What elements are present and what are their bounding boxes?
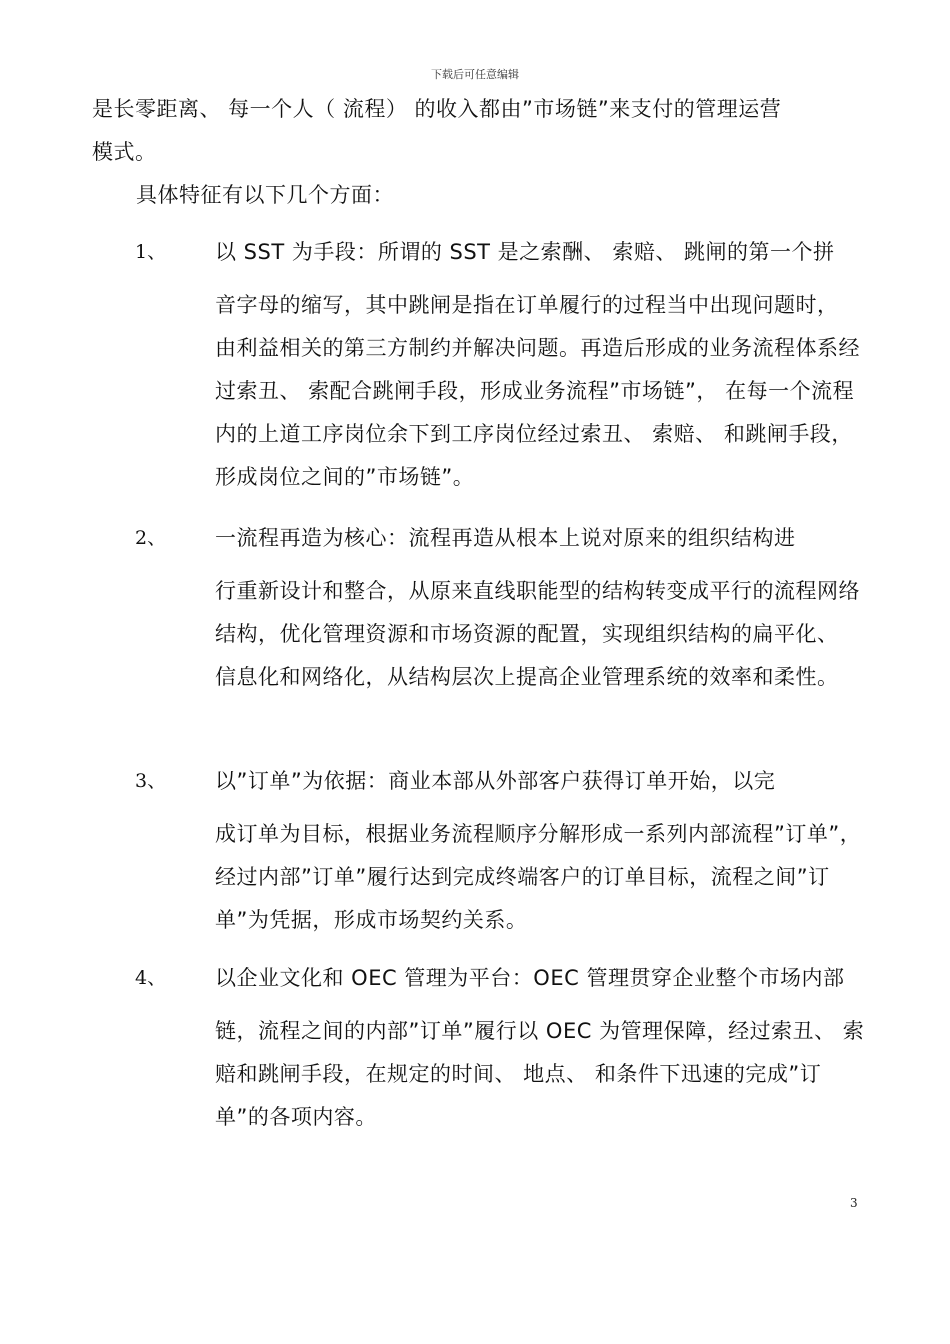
lead-sentence: 具体特征有以下几个方面： bbox=[136, 183, 394, 207]
item-body: 链，流程之间的内部”订单”履行以 OEC 为管理保障，经过索丑、 索赔和跳闸手段，在规定的时间、 地点、 和条件下迅速的完成”订单”的各项内容。 bbox=[215, 1019, 865, 1129]
item-number: 2、 bbox=[135, 527, 167, 549]
intro-line-1: 是长零距离、 每一个人（ 流程） 的收入都由”市场链”来支付的管理运营 bbox=[92, 97, 782, 121]
intro-paragraph bbox=[92, 88, 872, 174]
page-header: 下载后可任意编辑 bbox=[431, 68, 519, 81]
intro-line-2: 模式。 bbox=[92, 140, 157, 164]
item-number: 3、 bbox=[135, 770, 167, 792]
item-first-line: 一流程再造为核心：流程再造从根本上说对原来的组织结构进 bbox=[215, 526, 796, 550]
item-first-line: 以”订单”为依据：商业本部从外部客户获得订单开始，以完 bbox=[215, 769, 776, 793]
item-number: 4、 bbox=[135, 967, 167, 989]
page-number: 3 bbox=[850, 1196, 858, 1210]
item-body: 音字母的缩写，其中跳闸是指在订单履行的过程当中出现问题时， 由利益相关的第三方制约并解决问题。再造后形成的业务流程体系经过索丑、 索配合跳闸手段，形成业务流程”市场链”， 在每一个流程内的上道工序岗位余下到工序岗位经过索丑、 索赔、 和跳闸手段，形成岗位之间的”市场链”。 bbox=[215, 293, 860, 489]
item-first-line: 以 SST 为手段：所谓的 SST 是之索酬、 索赔、 跳闸的第一个拼 bbox=[215, 240, 835, 264]
item-number: 1、 bbox=[135, 241, 167, 263]
item-body: 成订单为目标，根据业务流程顺序分解形成一系列内部流程”订单”， 经过内部”订单”履行达到完成终端客户的订单目标，流程之间”订单”为凭据，形成市场契约关系。 bbox=[215, 822, 862, 932]
item-first-line: 以企业文化和 OEC 管理为平台：OEC 管理贯穿企业整个市场内部 bbox=[215, 966, 845, 990]
item-body: 行重新设计和整合，从原来直线职能型的结构转变成平行的流程网络结构，优化管理资源和市场资源的配置，实现组织结构的扁平化、 信息化和网络化，从结构层次上提高企业管理系统的效率和柔性。 bbox=[215, 579, 860, 689]
